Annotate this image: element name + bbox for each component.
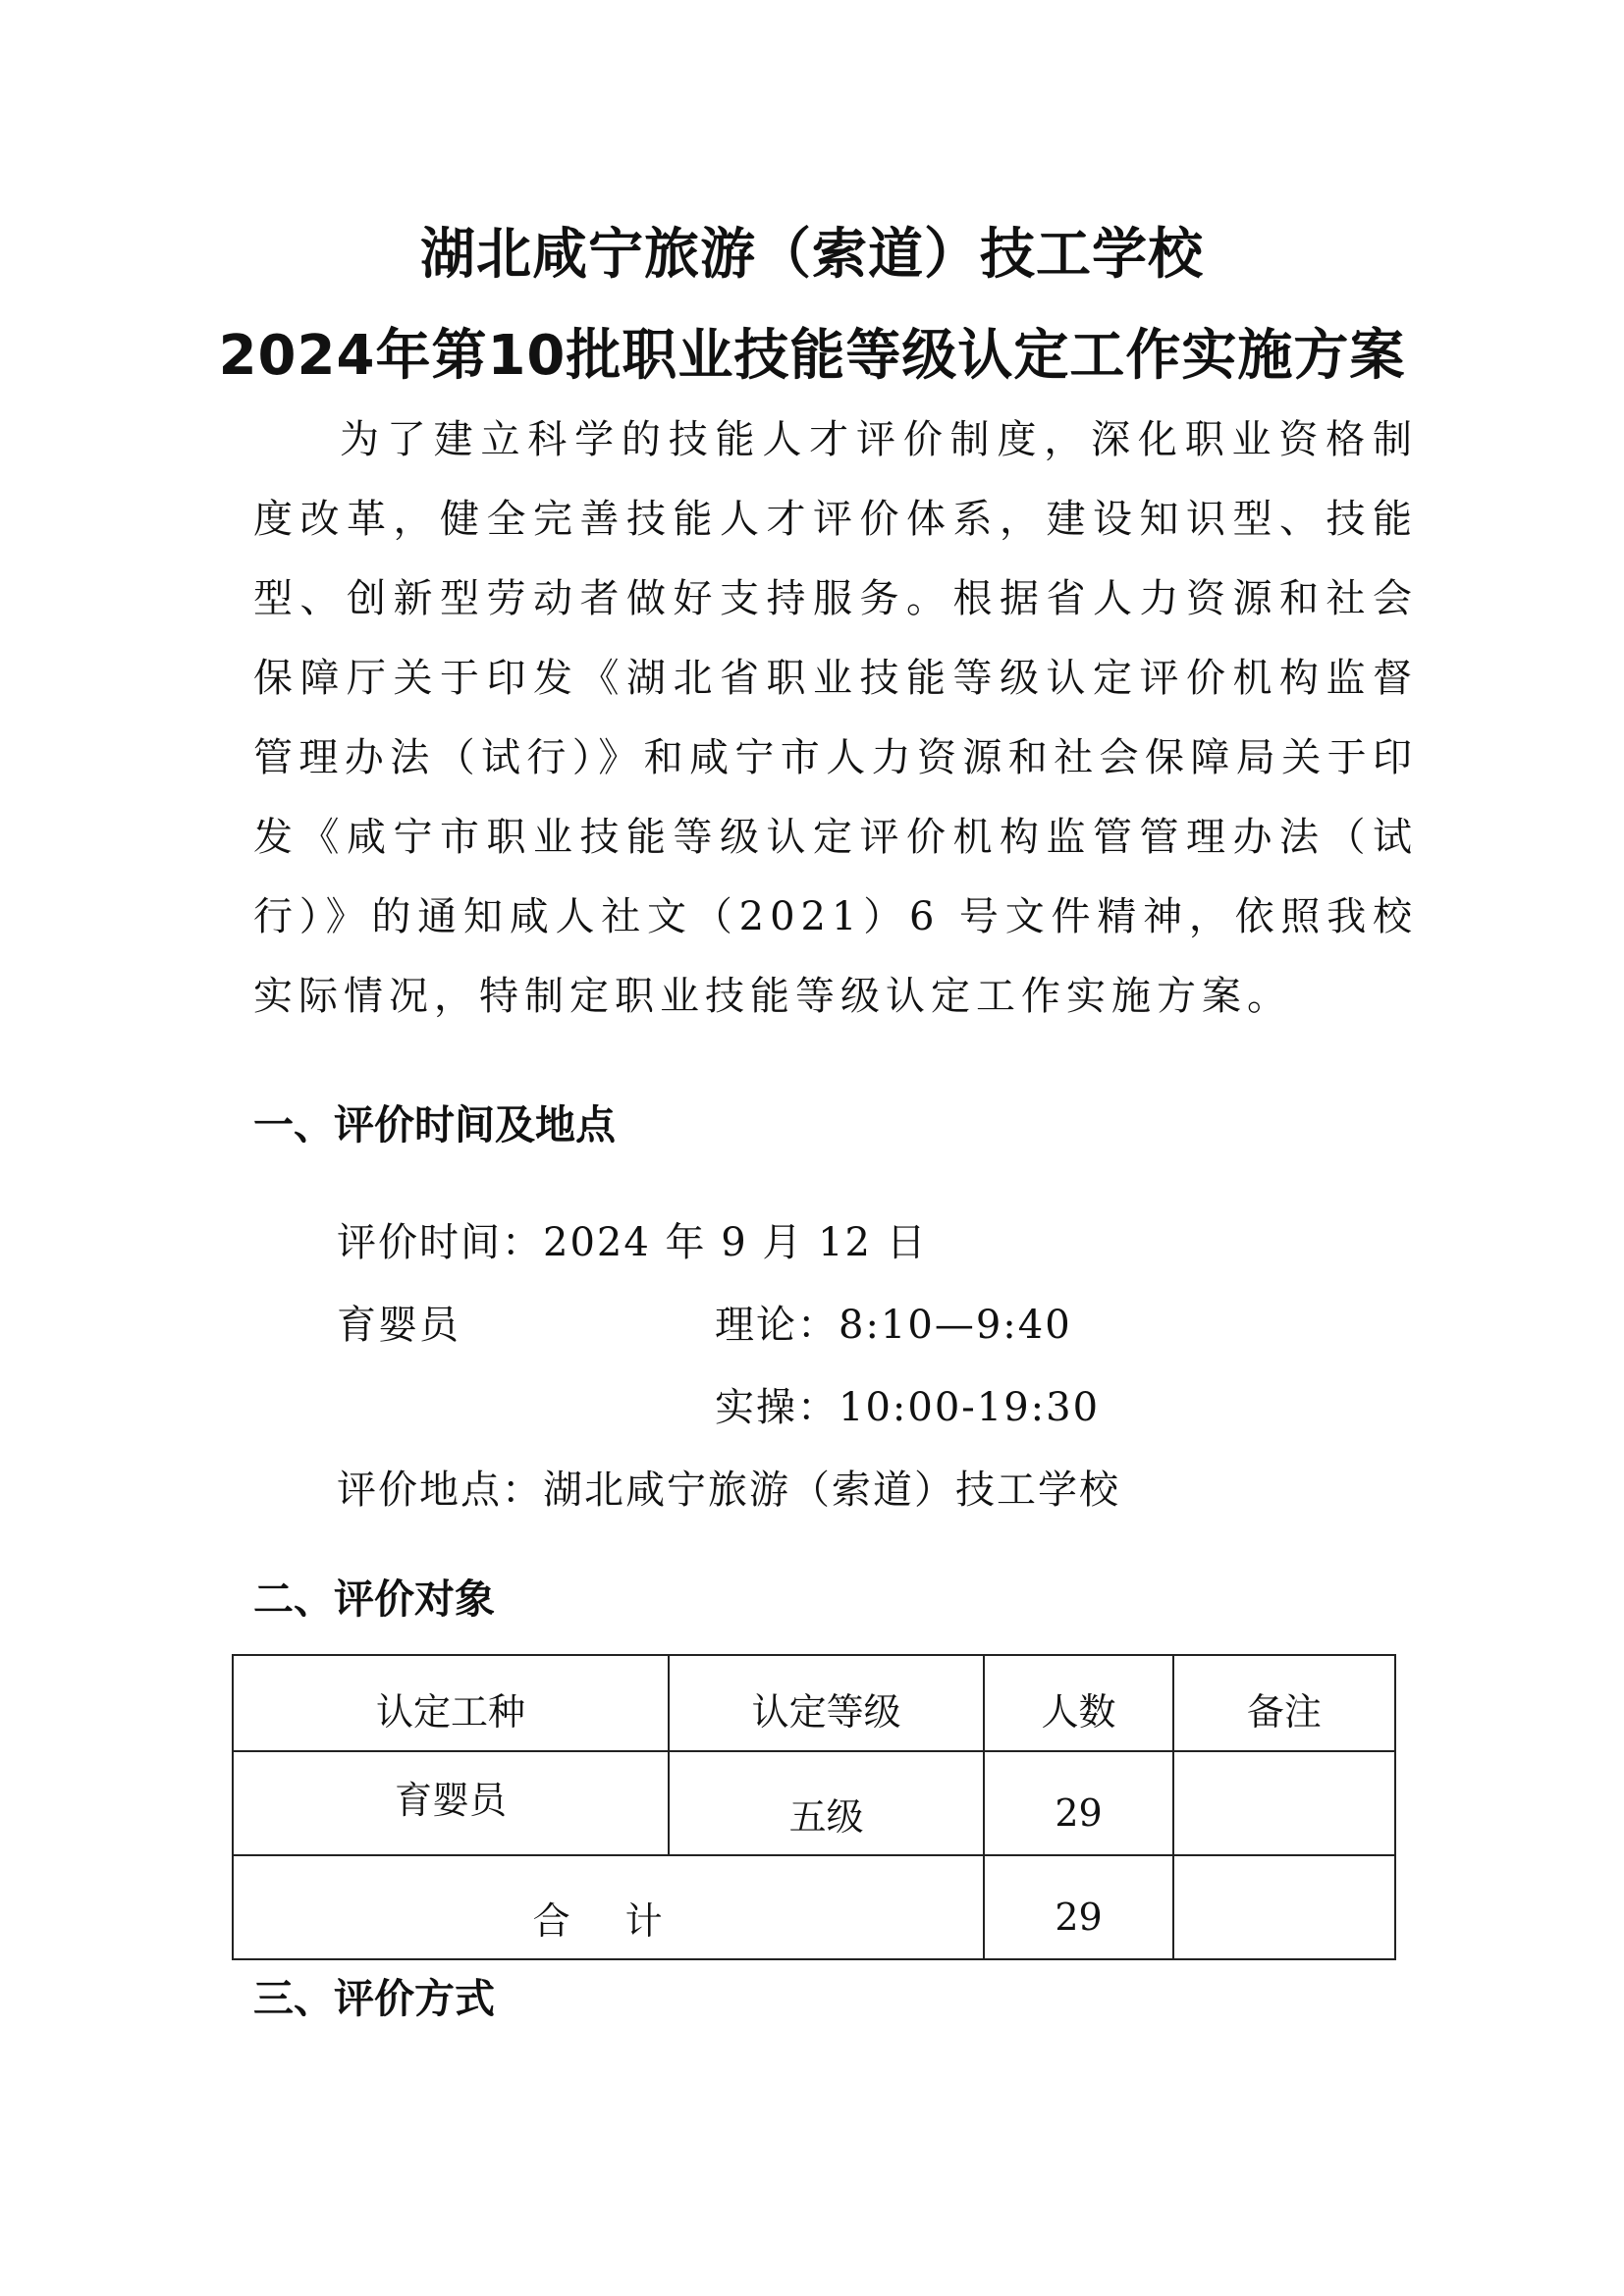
table-header-note: 备注 xyxy=(1173,1655,1395,1751)
eval-trade: 育婴员 xyxy=(337,1303,460,1348)
table-header-row xyxy=(233,1655,1395,1751)
cell-note xyxy=(1173,1751,1395,1855)
table-row xyxy=(233,1751,1395,1855)
cell-count: 29 xyxy=(984,1751,1173,1855)
cell-total-label: 合 计 xyxy=(233,1855,984,1959)
intro-paragraph: 为了建立科学的技能人才评价制度，深化职业资格制度改革，健全完善技能人才评价体系，建设知识型、技能型、创新型劳动者做好支持服务。根据省人力资源和社会保障厅关于印发《湖北省职业技能等级认定评价机构监督管理办法（试行）》和咸宁市人力资源和社会保障局关于印发《咸宁市职业技能等级认定评价机构监管管理办法（试行）》的通知咸人社文（2021）6 号文件精神，依照我校实际情况，特制定职业技能等级认定工作实施方案。 xyxy=(253,417,1418,1019)
document-title-line2: 2024年第10批职业技能等级认定工作实施方案 xyxy=(218,324,1406,388)
eval-targets-table xyxy=(232,1654,1396,1960)
eval-theory-time: 理论：8:10—9:40 xyxy=(715,1303,1072,1348)
table-header-level: 认定等级 xyxy=(669,1655,984,1751)
eval-practice-time: 实操：10:00-19:30 xyxy=(715,1385,1101,1430)
cell-total-count: 29 xyxy=(984,1855,1173,1959)
table-total-row xyxy=(233,1855,1395,1959)
section-heading-targets: 二、评价对象 xyxy=(253,1575,495,1623)
table-header-count: 人数 xyxy=(984,1655,1173,1751)
cell-total-note xyxy=(1173,1855,1395,1959)
document-title-line1: 湖北咸宁旅游（索道）技工学校 xyxy=(420,223,1204,287)
eval-time: 评价时间：2024 年 9 月 12 日 xyxy=(337,1220,928,1265)
cell-level: 五级 xyxy=(669,1751,984,1855)
table-header-trade: 认定工种 xyxy=(233,1655,669,1751)
cell-trade: 育婴员 xyxy=(233,1751,669,1855)
section-heading-time-place: 一、评价时间及地点 xyxy=(253,1101,616,1148)
eval-place: 评价地点：湖北咸宁旅游（索道）技工学校 xyxy=(337,1468,1120,1513)
section-heading-method: 三、评价方式 xyxy=(253,1975,495,2022)
